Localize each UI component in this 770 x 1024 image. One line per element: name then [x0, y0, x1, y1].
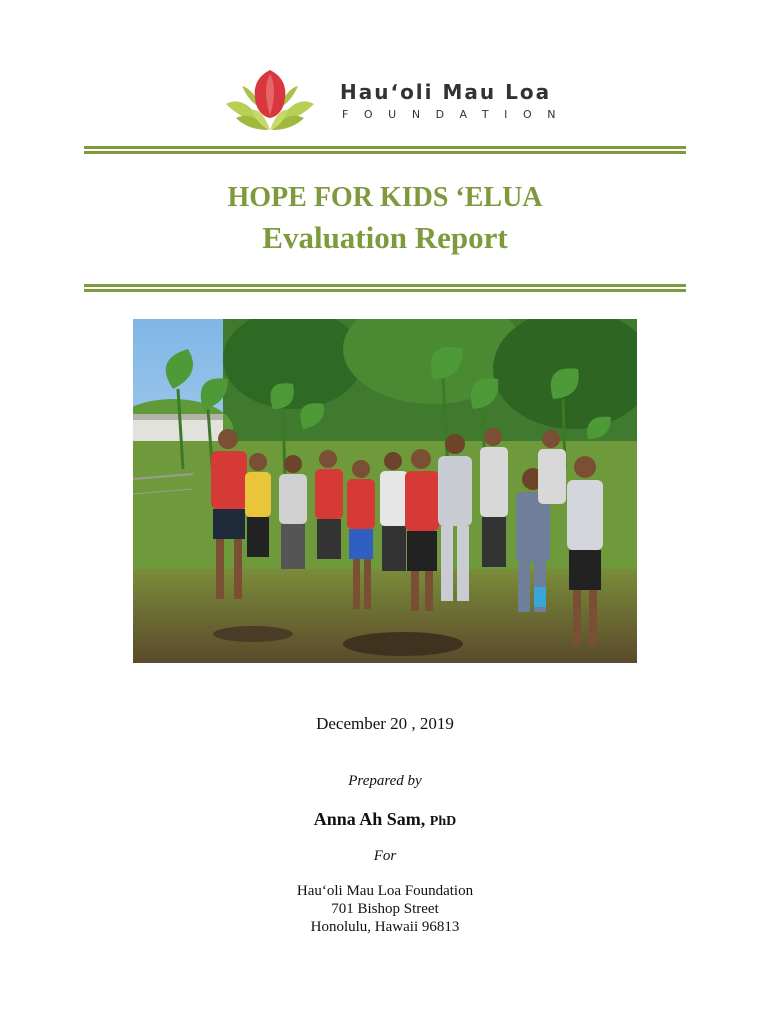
for-label: For: [373, 848, 397, 864]
author-name: Anna Ah Sam,: [313, 809, 430, 829]
report-date: December 20 , 2019: [316, 714, 454, 733]
bottom-divider: [84, 284, 686, 292]
address-street: 701 Bishop Street: [331, 901, 439, 917]
author: [0, 809, 770, 830]
author-degree: PhD: [429, 814, 457, 829]
cover-photo: [133, 319, 637, 663]
address-org: Hau‘oli Mau Loa Foundation: [296, 883, 474, 899]
logo-subtitle: FOUNDATION: [342, 108, 572, 121]
logo-name: Hauʻoli Mau Loa: [340, 80, 552, 104]
report-subtitle: Evaluation Report: [262, 220, 508, 255]
prepared-by-label: Prepared by: [348, 773, 422, 789]
top-divider: [84, 146, 686, 154]
flower-logo-icon: [222, 64, 318, 132]
report-title: HOPE FOR KIDS ‘ELUA: [227, 182, 543, 213]
cover-photo-image: [133, 319, 637, 663]
address-city: Honolulu, Hawaii 96813: [310, 919, 460, 935]
foundation-logo: [222, 64, 572, 134]
